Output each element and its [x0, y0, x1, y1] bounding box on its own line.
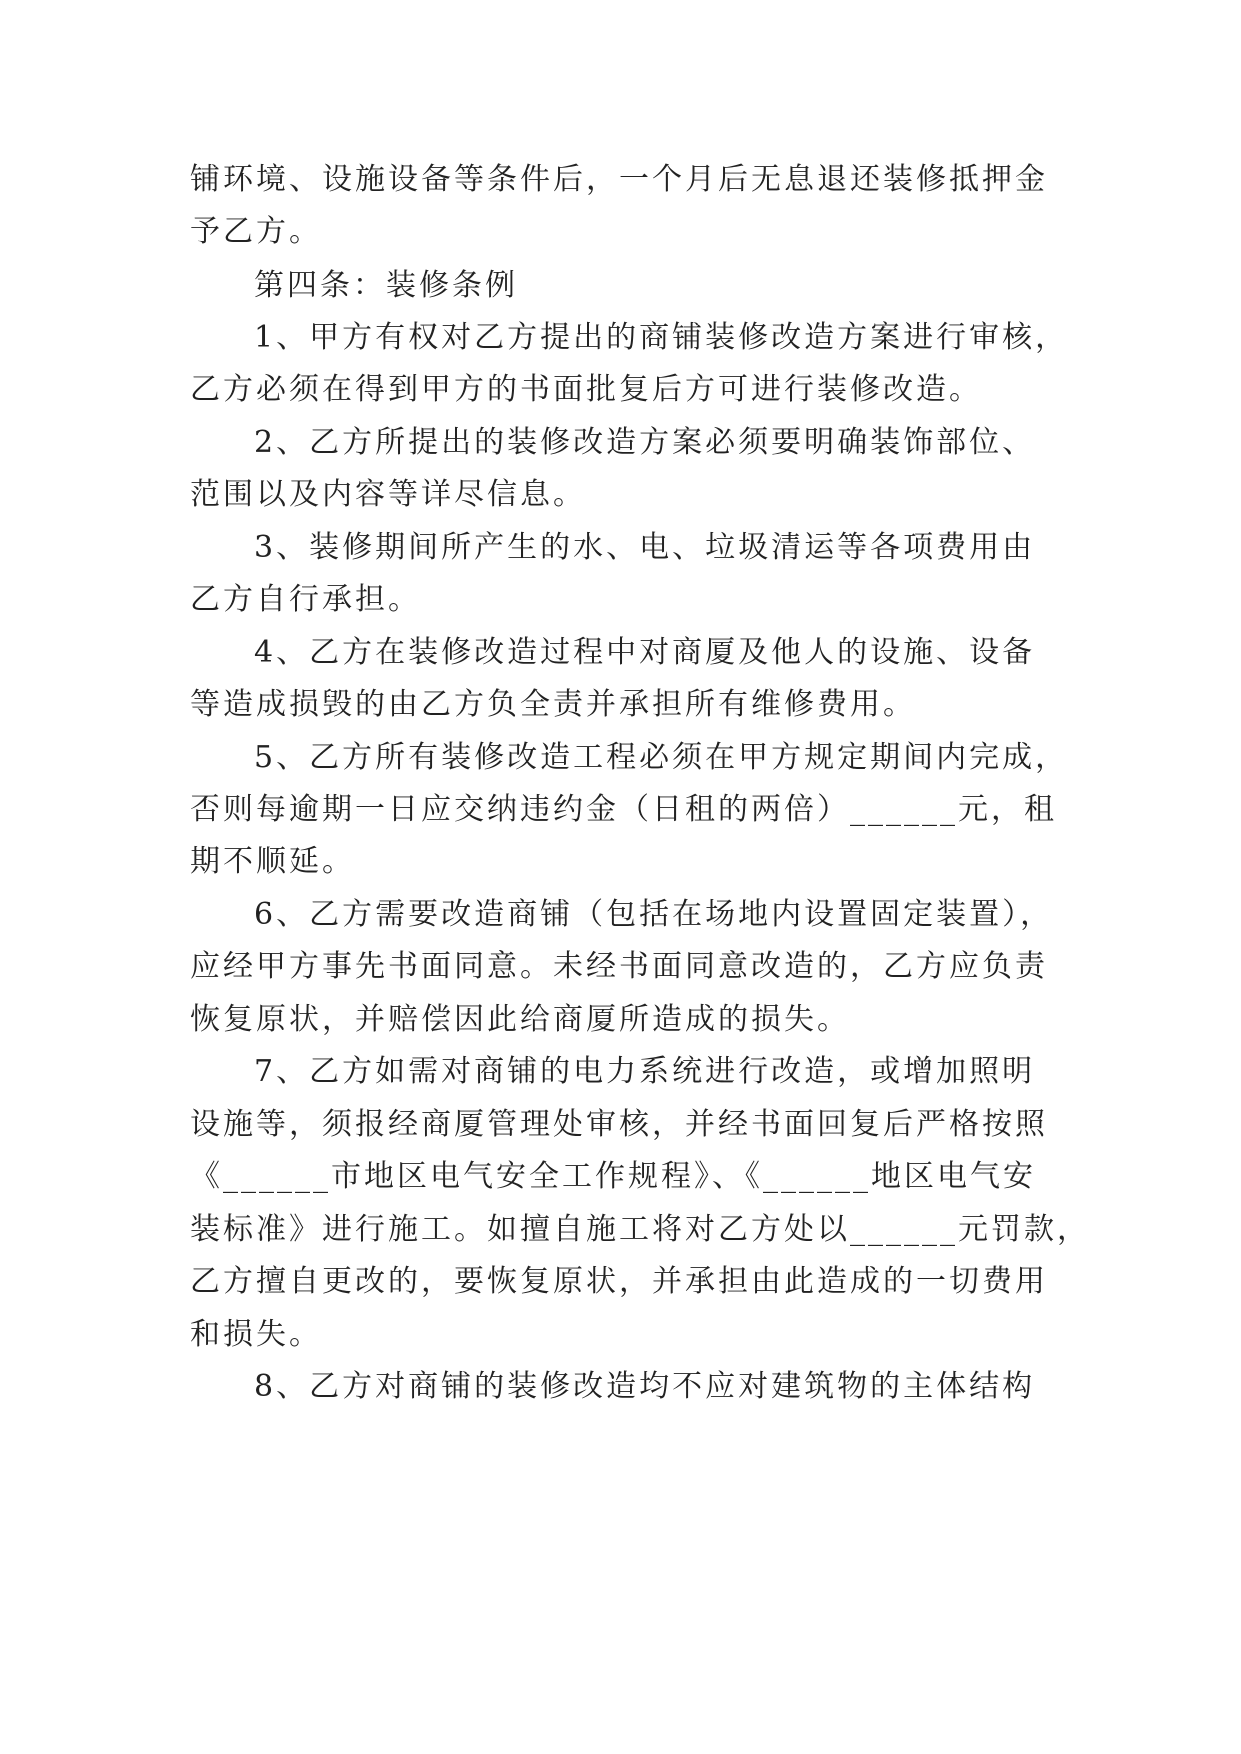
text-line: 等造成损毁的由乙方负全责并承担所有维修费用。 — [190, 687, 916, 722]
text-line: 装标准》进行施工。如擅自施工将对乙方处以______元罚款， — [190, 1212, 1090, 1247]
text-line: 和损失。 — [190, 1317, 322, 1352]
section-heading: 第四条：装修条例 — [254, 268, 518, 303]
clause-6-line: 6、乙方需要改造商铺（包括在场地内设置固定装置）， — [254, 897, 1054, 932]
text-line: 乙方自行承担。 — [190, 582, 421, 617]
clause-3-line: 3、装修期间所产生的水、电、垃圾清运等各项费用由 — [254, 530, 1036, 565]
clause-8-line: 8、乙方对商铺的装修改造均不应对建筑物的主体结构 — [254, 1369, 1036, 1404]
text-line: 恢复原状，并赔偿因此给商厦所造成的损失。 — [190, 1002, 850, 1037]
text-line: 铺环境、设施设备等条件后，一个月后无息退还装修抵押金 — [190, 162, 1048, 197]
text-line: 予乙方。 — [190, 214, 322, 249]
text-line: 设施等，须报经商厦管理处审核，并经书面回复后严格按照 — [190, 1107, 1048, 1142]
clause-7-line: 7、乙方如需对商铺的电力系统进行改造，或增加照明 — [254, 1054, 1036, 1089]
text-line: 《______市地区电气安全工作规程》、《______地区电气安 — [190, 1159, 1036, 1194]
clause-2-line: 2、乙方所提出的装修改造方案必须要明确装饰部位、 — [254, 425, 1036, 460]
text-line: 范围以及内容等详尽信息。 — [190, 477, 586, 512]
clause-4-line: 4、乙方在装修改造过程中对商厦及他人的设施、设备 — [254, 635, 1036, 670]
text-line: 应经甲方事先书面同意。未经书面同意改造的，乙方应负责 — [190, 949, 1048, 984]
clause-5-line: 5、乙方所有装修改造工程必须在甲方规定期间内完成， — [254, 740, 1069, 775]
text-line: 期不顺延。 — [190, 844, 355, 879]
text-line: 乙方必须在得到甲方的书面批复后方可进行装修改造。 — [190, 372, 982, 407]
clause-1-line: 1、甲方有权对乙方提出的商铺装修改造方案进行审核， — [254, 320, 1069, 355]
text-line: 否则每逾期一日应交纳违约金（日租的两倍）______元，租 — [190, 792, 1057, 827]
text-line: 乙方擅自更改的，要恢复原状，并承担由此造成的一切费用 — [190, 1264, 1048, 1299]
